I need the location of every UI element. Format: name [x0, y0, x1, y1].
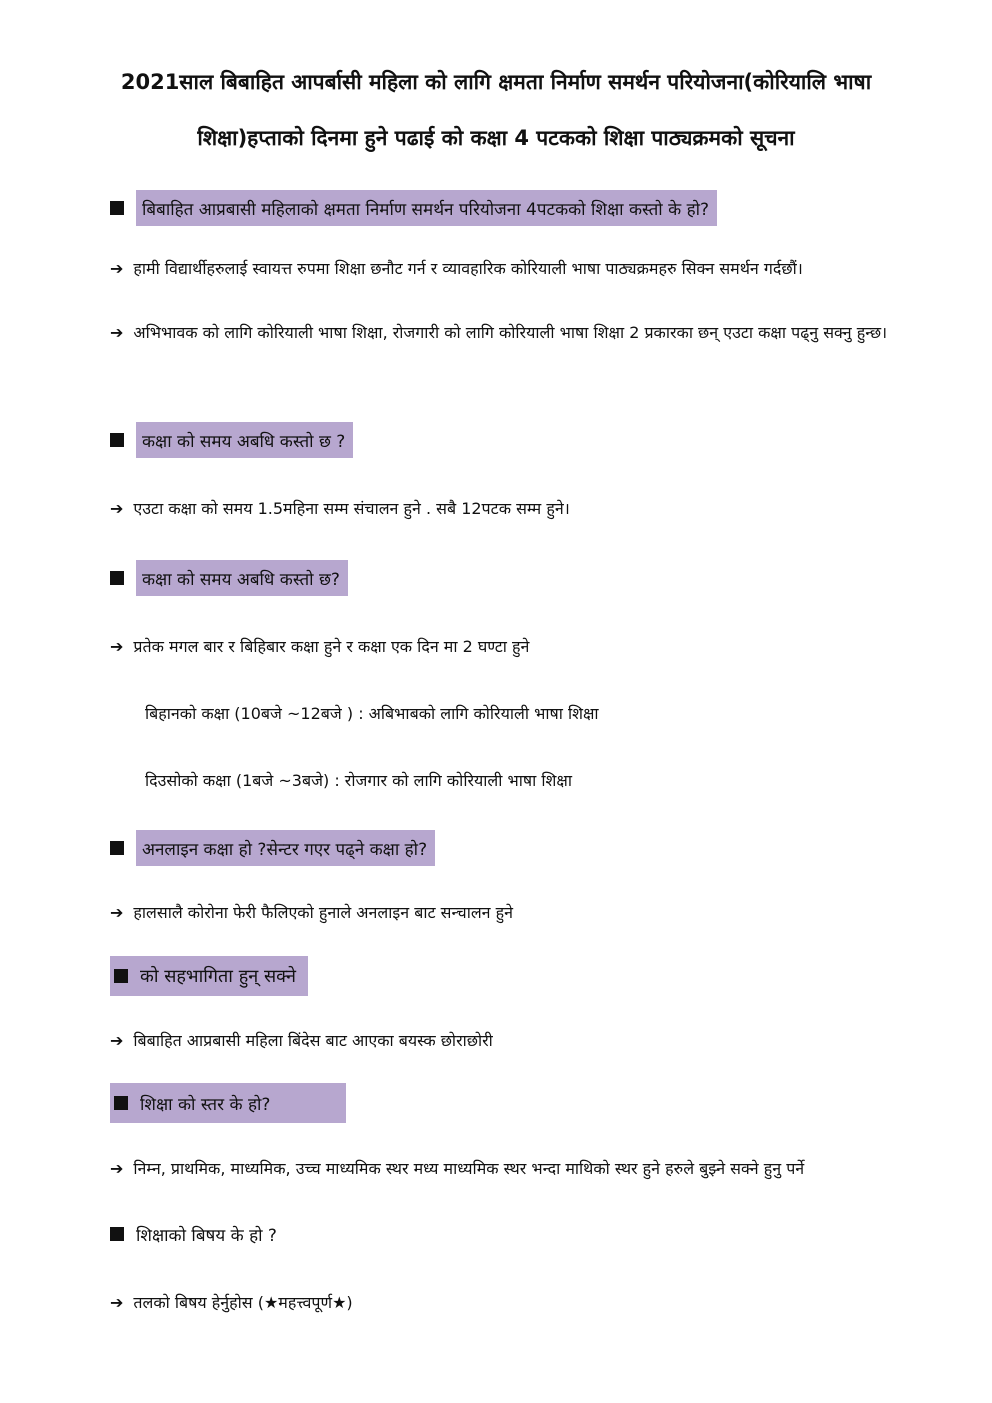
arrow-right-icon: ➔ [110, 637, 124, 656]
square-bullet-icon [110, 201, 124, 215]
arrow-right-icon: ➔ [110, 1293, 124, 1312]
square-bullet-icon [110, 433, 124, 447]
section-question-box [110, 956, 308, 996]
section-heading-4 [110, 830, 435, 866]
section-answer: ➔ तलको बिषय हेर्नुहोस (★महत्त्वपूर्ण★) [110, 1293, 353, 1312]
section-question: को सहभागिता हुन् सक्ने [140, 966, 296, 987]
document-title-line-2: शिक्षा)हप्ताको दिनमा हुने पढाई को कक्षा 4 पटकको शिक्षा पाठ्यक्रमको सूचना [197, 126, 795, 150]
section-question: शिक्षाको बिषय के हो ? [136, 1225, 277, 1246]
section-question: कक्षा को समय अबधि कस्तो छ? [136, 560, 348, 596]
section-question-box [110, 1083, 346, 1123]
section-answer: ➔ एउटा कक्षा को समय 1.5महिना सम्म संचालन हुने . सबै 12पटक सम्म हुने। [110, 499, 570, 518]
document-title-line-1: 2021साल बिबाहित आपर्बासी महिला को लागि क्षमता निर्माण समर्थन परियोजना(कोरियालि भाषा [120, 70, 872, 94]
section-question: कक्षा को समय अबधि कस्तो छ ? [136, 422, 353, 458]
arrow-right-icon: ➔ [110, 259, 124, 278]
arrow-right-icon: ➔ [110, 1031, 124, 1050]
arrow-right-icon: ➔ [110, 903, 124, 922]
section-heading-1 [110, 190, 717, 226]
square-bullet-icon [110, 841, 124, 855]
section-heading-7 [110, 1216, 285, 1252]
section-answer: ➔ हालसालै कोरोना फेरी फैलिएको हुनाले अनलाइन बाट सन्चालन हुने [110, 903, 514, 922]
square-bullet-icon [110, 571, 124, 585]
section-heading-3 [110, 560, 348, 596]
arrow-right-icon: ➔ [110, 499, 124, 518]
section-answer: ➔ बिबाहित आप्रबासी महिला बिंदेस बाट आएका बयस्क छोराछोरी [110, 1031, 493, 1050]
section-heading-6 [110, 1083, 346, 1123]
section-question: बिबाहित आप्रबासी महिलाको क्षमता निर्माण समर्थन परियोजना 4पटकको शिक्षा कस्तो के हो? [136, 190, 717, 226]
square-bullet-icon [114, 969, 128, 983]
section-answer: ➔ हामी विद्यार्थीहरुलाई स्वायत्त रुपमा शिक्षा छनौट गर्न र व्यावहारिक कोरियाली भाषा पाठ्यक्रमहरु सिक्न समर्थन गर्दछौं। [110, 259, 803, 278]
schedule-afternoon: दिउसोको कक्षा (1बजे ~3बजे) : रोजगार को लागि कोरियाली भाषा शिक्षा [145, 771, 573, 790]
section-answer: ➔ प्रतेक मगल बार र बिहिबार कक्षा हुने र कक्षा एक दिन मा 2 घण्टा हुने [110, 637, 530, 656]
section-question: अनलाइन कक्षा हो ?सेन्टर गएर पढ्ने कक्षा हो? [136, 830, 435, 866]
section-heading-5 [110, 956, 308, 996]
arrow-right-icon: ➔ [110, 323, 124, 342]
square-bullet-icon [114, 1096, 128, 1110]
section-question: शिक्षा को स्तर के हो? [140, 1094, 271, 1115]
section-answer: ➔ निम्न, प्राथमिक, माध्यमिक, उच्च माध्यमिक स्थर मध्य माध्यमिक स्थर भन्दा माथिको स्थर हुने हरुले बुझ्ने सक्ने हुनु पर्ने [110, 1159, 805, 1178]
arrow-right-icon: ➔ [110, 1159, 124, 1178]
schedule-morning: बिहानको कक्षा (10बजे ~12बजे ) : अबिभाबको लागि कोरियाली भाषा शिक्षा [145, 704, 599, 723]
section-answer: ➔ अभिभावक को लागि कोरियाली भाषा शिक्षा, रोजगारी को लागि कोरियाली भाषा शिक्षा 2 प्रकारका छन् एउटा कक्षा पढ्नु सक्नु हुन्छ। [110, 323, 888, 342]
square-bullet-icon [110, 1227, 124, 1241]
section-heading-2 [110, 422, 353, 458]
